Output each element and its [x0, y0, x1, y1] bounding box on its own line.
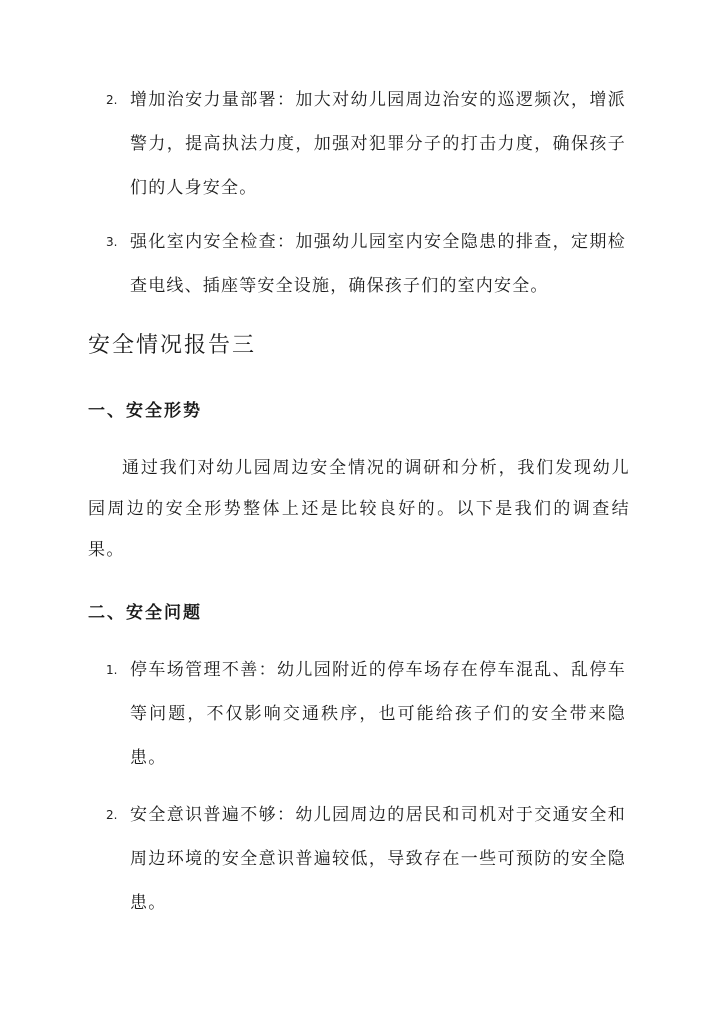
report-title: 安全情况报告三 [88, 333, 257, 358]
section-heading-problems: 二、安全问题 [88, 603, 202, 623]
list-item-text: 停车场管理不善：幼儿园附近的停车场存在停车混乱、乱停车等问题，不仅影响交通秩序，也可能给孩子们的安全带来隐患。 [130, 660, 626, 768]
list-item [106, 793, 626, 925]
section-heading-situation: 一、安全形势 [88, 401, 202, 421]
list-item-number: 1. [106, 663, 118, 677]
list-item-number: 2. [106, 93, 118, 107]
list-item-text: 安全意识普遍不够：幼儿园周边的居民和司机对于交通安全和周边环境的安全意识普遍较低，导致存在一些可预防的安全隐患。 [130, 805, 626, 913]
list-item [106, 78, 626, 210]
list-item-number: 3. [106, 235, 118, 249]
list-item-text: 强化室内安全检查：加强幼儿园室内安全隐患的排查，定期检查电线、插座等安全设施，确保孩子们的室内安全。 [130, 232, 626, 296]
list-item [106, 220, 626, 308]
section-paragraph: 通过我们对幼儿园周边安全情况的调研和分析，我们发现幼儿园周边的安全形势整体上还是比较良好的。以下是我们的调查结果。 [88, 458, 630, 560]
list-item-text: 增加治安力量部署：加大对幼儿园周边治安的巡逻频次，增派警力，提高执法力度，加强对犯罪分子的打击力度，确保孩子们的人身安全。 [130, 90, 626, 198]
list-item [106, 648, 626, 780]
list-item-number: 2. [106, 808, 118, 822]
